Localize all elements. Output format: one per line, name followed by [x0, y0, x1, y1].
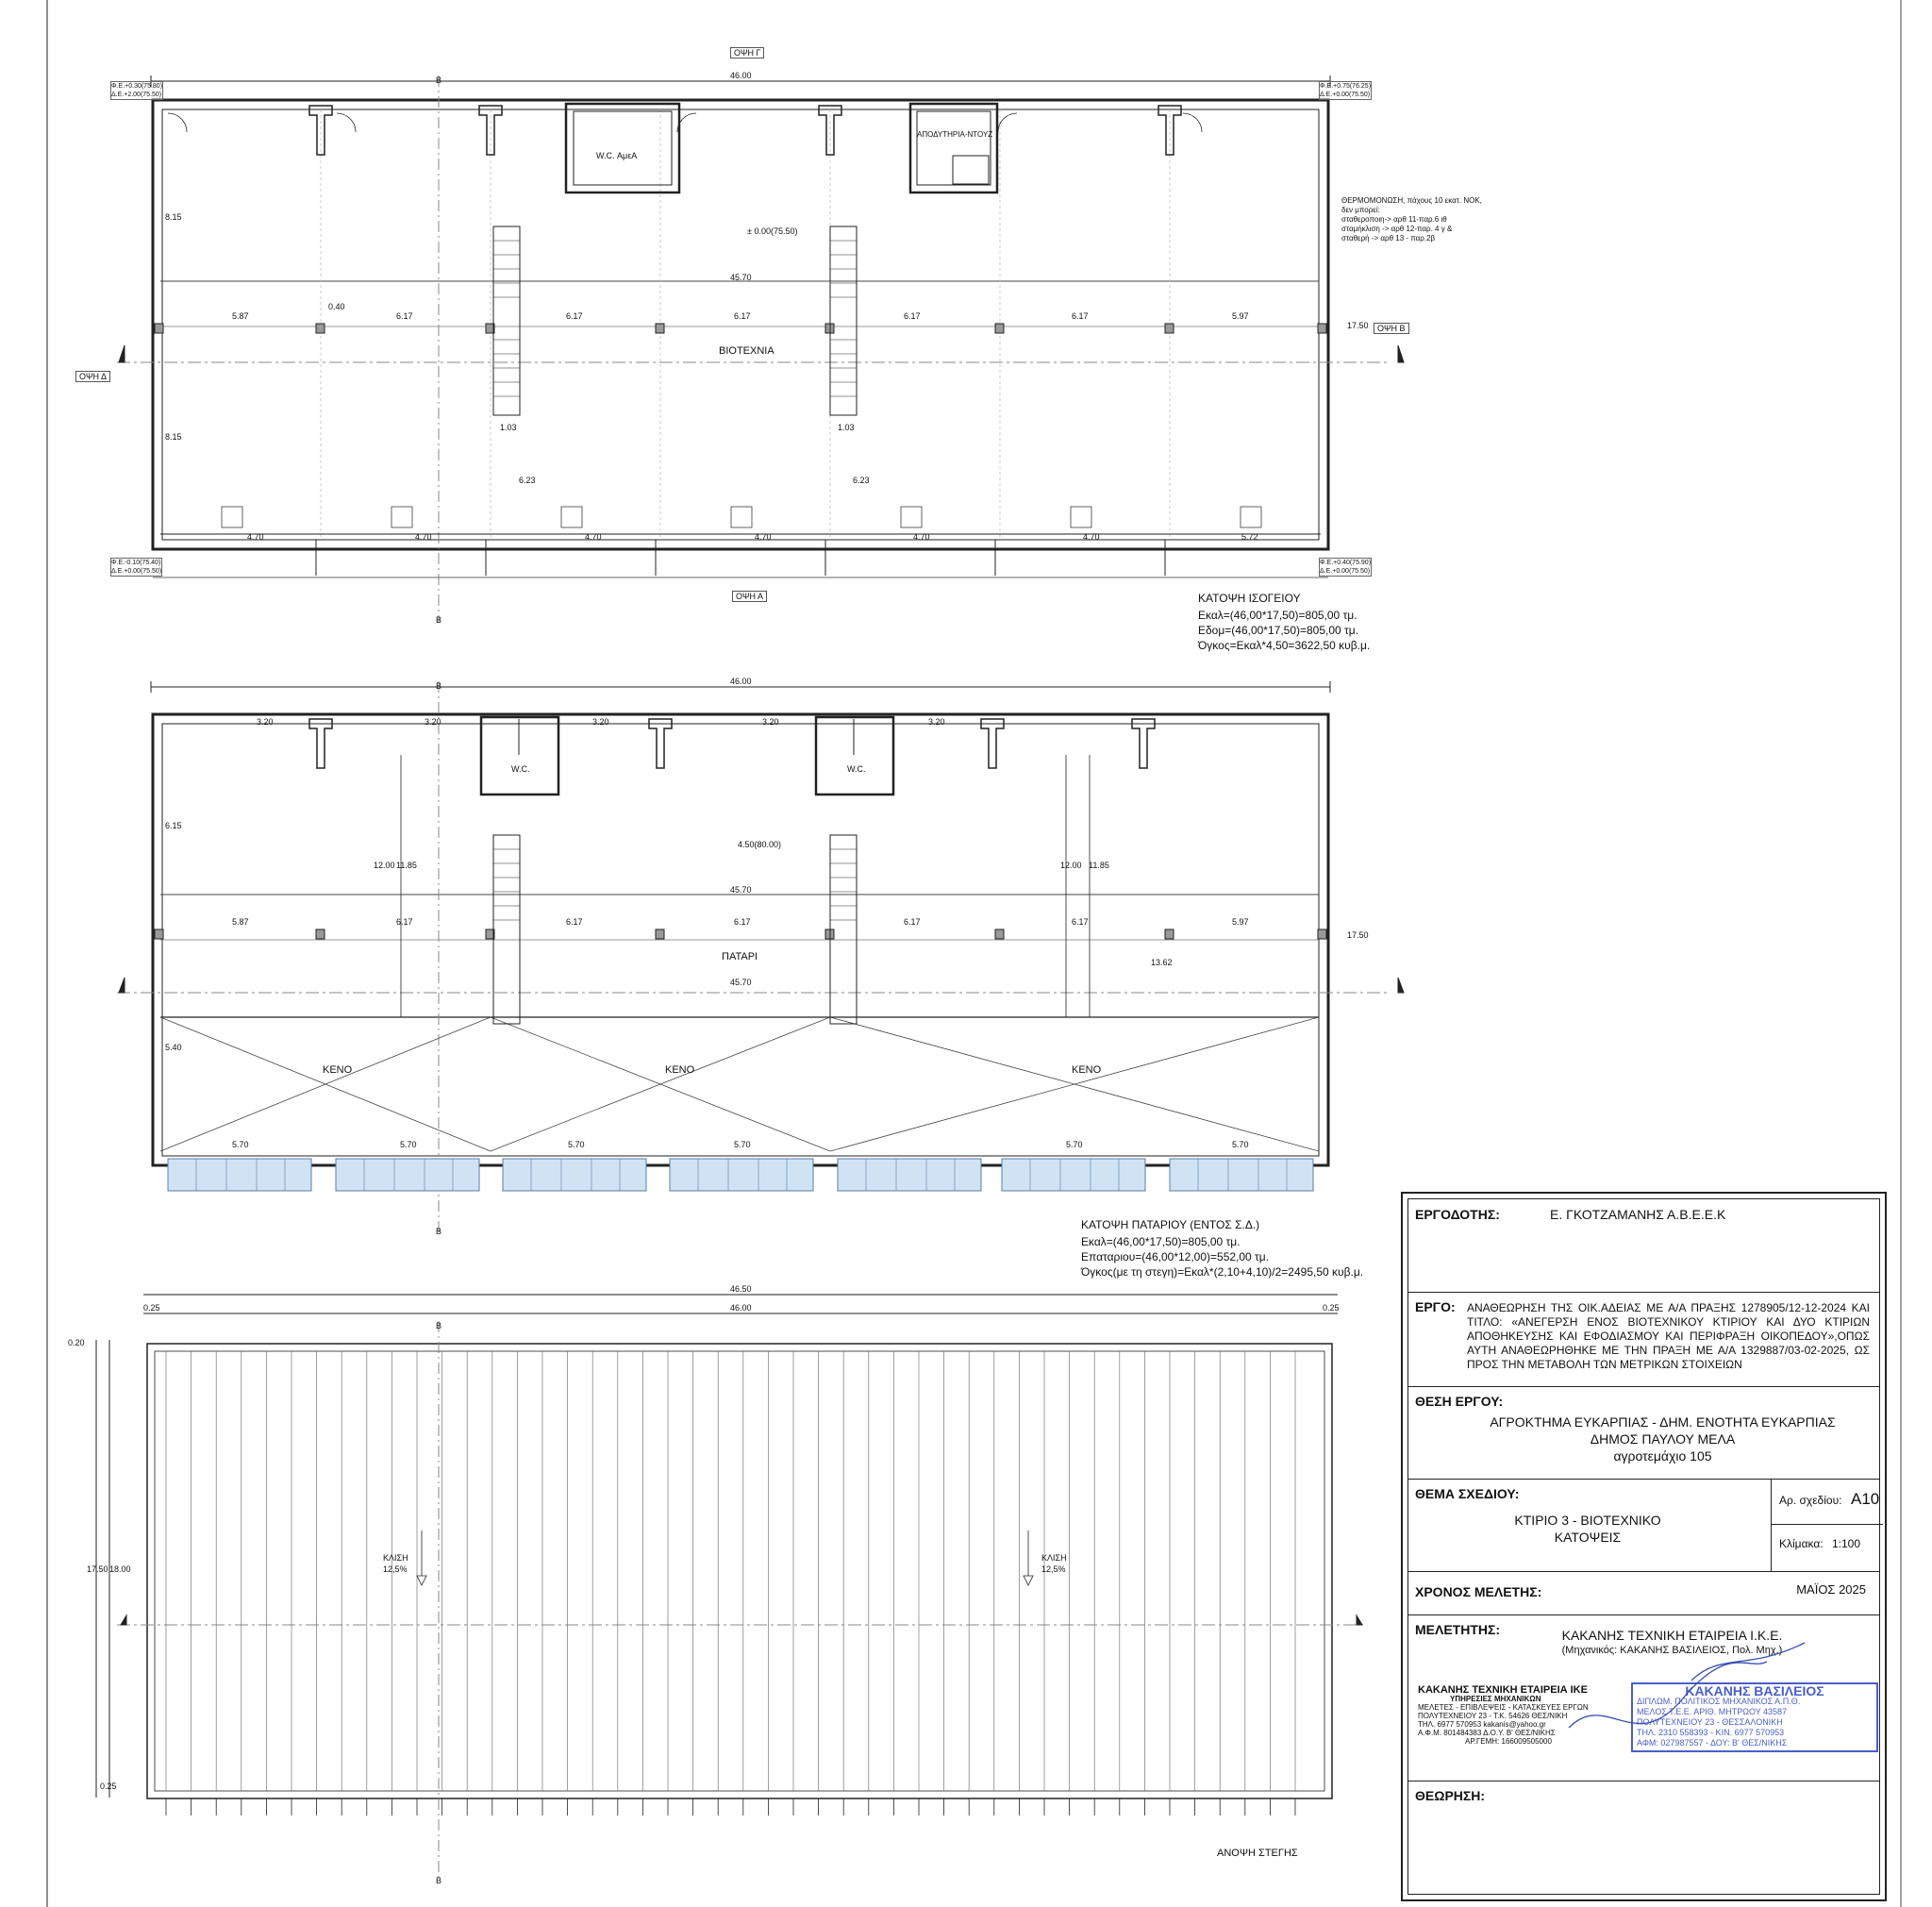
mezz-overall-width: 46.00 [730, 677, 752, 686]
location-label: ΘΕΣΗ ΕΡΓΟΥ: [1415, 1394, 1504, 1409]
half-depth-top-dim: 8.15 [165, 212, 182, 222]
room-label-mezzanine: ΠΑΤΑΡΙ [722, 951, 758, 962]
bay-dim-3: 6.17 [566, 311, 583, 321]
glazing-strips [168, 1159, 1313, 1191]
section-mark-3: B [436, 681, 442, 691]
location-line1: ΑΓΡΟΚΤΗΜΑ ΕΥΚΑΡΠΙΑΣ - ΔΗΜ. ΕΝΟΤΗΤΑ ΕΥΚΑΡΠΙΑΣ [1490, 1414, 1836, 1430]
insulation-note: ΘΕΡΜΟΜΟΝΩΣΗ, πάχους 10 εκατ. ΝΟΚ, δεν μπορεί: σταθεροποιη-> αρθ 11-παρ.6 ιθ σταμήκλιση -> αρθ 12-παρ. 4 γ & σταθερή -> αρθ 13 - παρ.2β [1341, 196, 1482, 243]
slope-label-right: ΚΛΙΣΗ [1041, 1553, 1067, 1563]
view-marker-north: ΟΨΗ Γ [730, 47, 764, 59]
mezz-topwin-4: 3.20 [762, 717, 779, 727]
view-marker-east: ΟΨΗ Β [1374, 323, 1409, 334]
bay-dim-4: 6.17 [734, 311, 751, 321]
mezz-top-height: 6.15 [165, 821, 182, 830]
void-label-2: ΚΕΝΟ [665, 1064, 695, 1076]
mezz-level-mark: 4.50(80.00) [738, 840, 782, 849]
drawing-no-value: Α10 [1851, 1490, 1880, 1508]
subject-label: ΘΕΜΑ ΣΧΕΔΙΟΥ: [1415, 1486, 1520, 1501]
mezz-plan-title: ΚΑΤΟΨΗ ΠΑΤΑΡΙΟΥ (ΕΝΤΟΣ Σ.Δ.) [1081, 1218, 1260, 1231]
scale-label: Κλίμακα: [1779, 1537, 1824, 1550]
window-dim-6: 4.70 [1083, 532, 1100, 542]
roof-bottom-margin: 0.25 [100, 1782, 117, 1791]
window-dim-5: 4.70 [913, 532, 930, 542]
view-marker-west: ΟΨΗ Δ [75, 371, 110, 382]
mezz-depth-dim: 17.50 [1347, 930, 1369, 940]
slope-value-left: 12,5% [383, 1564, 408, 1574]
roof-depth-dim: 17.50 [87, 1564, 108, 1574]
subject-line2: ΚΑΤΟΨΕΙΣ [1554, 1530, 1622, 1545]
bay-dim-2: 6.17 [396, 311, 413, 321]
mezz-depth-label-r: 12.00 [1060, 861, 1082, 870]
project-label: ΕΡΓΟ: [1415, 1299, 1456, 1314]
height-dim-left: 6.23 [519, 476, 536, 485]
mezz-depth-label: 12.00 [374, 861, 395, 870]
section-mark-5: B [436, 1321, 442, 1330]
title-block [1401, 1192, 1887, 1901]
engineer-stamp: ΚΑΚΑΝΗΣ ΒΑΣΙΛΕΙΟΣ ΔΙΠΛΩΜ. ΠΟΛΙΤΙΚΟΣ ΜΗΧΑΝΙΚΟΣ Α.Π.Θ. ΜΕΛΟΣ Τ.Ε.Ε. ΑΡΙΘ. ΜΗΤΡΩΟΥ 43587 ΠΟΛΥΤΕΧΝΕΙΟΥ 23 - ΘΕΣΣΑΛΟΝΙΚΗ ΤΗΛ. 2310 558393 - ΚΙΝ. 6977 570953 ΑΦΜ: 027987557 - ΔΟΥ: Β' ΘΕΣ/ΝΙΚΗΣ [1631, 1682, 1878, 1752]
mezz-plan-volume: Όγκος(με τη στεγη)=Εκαλ*(2,10+4,10)/2=2495,50 κυβ.μ. [1081, 1265, 1364, 1279]
mezz-win-4: 5.70 [734, 1140, 751, 1149]
drawing-number-cell [1771, 1479, 1883, 1571]
mezz-topwin-1: 3.20 [257, 717, 274, 727]
void-depth-dim: 5.40 [165, 1043, 182, 1052]
height-dim-right: 6.23 [853, 476, 870, 485]
ground-plan-volume: Όγκος=Εκαλ*4,50=3622,50 κυβ.μ. [1198, 639, 1371, 652]
bay-dim-1: 5.87 [232, 311, 249, 321]
slope-label-left: ΚΛΙΣΗ [383, 1553, 408, 1563]
mezz-inner-width: 45.70 [730, 885, 752, 895]
mezz-bay-1: 5.87 [232, 917, 249, 927]
level-mark: ± 0.00(75.50) [747, 226, 798, 236]
scale-value: 1:100 [1832, 1537, 1861, 1550]
corner-level-tr: Φ.Ε.+0.75(76.25) Δ.Ε.+0.00(75.50) [1320, 83, 1372, 98]
roof-overall-dim: 46.50 [730, 1284, 752, 1294]
mezz-inner-width-2: 45.70 [730, 978, 752, 987]
room-label-workshop: ΒΙΟΤΕΧΝΙΑ [719, 345, 774, 357]
designer-value: ΚΑΚΑΝΗΣ ΤΕΧΝΙΚΗ ΕΤΑΙΡΕΙΑ Ι.Κ.Ε. [1561, 1628, 1783, 1643]
mezz-depth-label-r2: 11.85 [1089, 861, 1109, 870]
roof-plan-title: ΑΝΟΨΗ ΣΤΕΓΗΣ [1217, 1848, 1298, 1859]
mezz-win-3: 5.70 [568, 1140, 585, 1149]
void-label-1: ΚΕΝΟ [323, 1064, 353, 1076]
half-depth-bottom-dim: 8.15 [165, 432, 182, 442]
mezz-topwin-2: 3.20 [425, 717, 441, 727]
company-stamp: ΚΑΚΑΝΗΣ ΤΕΧΝΙΚΗ ΕΤΑΙΡΕΙΑ ΙΚΕ ΥΠΗΡΕΣΙΕΣ ΜΗΧΑΝΙΚΩΝ ΜΕΛΕΤΕΣ - ΕΠΙΒΛΕΨΕΙΣ - ΚΑΤΑΣΚΕΥΕΣ ΕΡΓΩΝ ΠΟΛΥΤΕΧΝΕΙΟΥ 23 - Τ.Κ. 54626 ΘΕΣ/ΝΙΚΗ ΤΗΛ. 6977 570953 kakanis@yahoo.gr Α.Φ.Μ. 801484383 Δ.Ο.Υ. Β' ΘΕΣ/ΝΙΚΗΣ ΑΡ.ΓΕΜΗ: 166009505000 [1418, 1684, 1589, 1746]
mezz-win-2: 5.70 [400, 1140, 417, 1149]
section-mark-1: B [436, 75, 442, 85]
corner-level-bl: Φ.Ε.-0.10(75.40) Δ.Ε.+0.00(75.50) [111, 560, 162, 575]
mezz-wc-label-1: W.C. [511, 764, 530, 774]
mezz-bay-2: 6.17 [396, 917, 413, 927]
bay-dim-7: 5.97 [1232, 311, 1249, 321]
corner-level-br: Φ.Ε.+0.40(75.90) Δ.Ε.+0.00(75.50) [1320, 560, 1372, 575]
stair-dim-right: 1.03 [838, 423, 855, 432]
depth-dim: 17.50 [1347, 321, 1369, 330]
roof-top-margin: 0.20 [68, 1338, 85, 1347]
designer-row [1408, 1614, 1879, 1782]
section-mark-4: B [436, 1227, 442, 1236]
signature [1408, 1614, 1882, 1781]
wc-label: W.C. ΑμεΑ [596, 151, 638, 160]
designer-label: ΜΕΛΕΤΗΤΗΣ: [1415, 1622, 1501, 1637]
mezz-win-1: 5.70 [232, 1140, 249, 1149]
engineer-value: (Μηχανικός: ΚΑΚΑΝΗΣ ΒΑΣΙΛΕΙΟΣ, Πολ. Μηχ.) [1561, 1645, 1783, 1656]
bay-dim-5: 6.17 [904, 311, 921, 321]
window-dim-7: 5.72 [1241, 532, 1258, 542]
mezz-bay-3: 6.17 [566, 917, 583, 927]
overall-width-dim: 46.00 [730, 71, 752, 80]
ground-plan-area1: Εκαλ=(46,00*17,50)=805,00 τμ. [1198, 609, 1357, 622]
location-line2: ΔΗΜΟΣ ΠΑΥΛΟΥ ΜΕΛΑ [1590, 1431, 1736, 1447]
location-row [1408, 1386, 1879, 1480]
ground-plan-title: ΚΑΤΟΨΗ ΙΣΟΓΕΙΟΥ [1198, 592, 1301, 605]
subject-line1: ΚΤΙΡΙΟ 3 - ΒΙΟΤΕΧΝΙΚΟ [1514, 1513, 1661, 1528]
ground-plan-area2: Εδομ=(46,00*17,50)=805,00 τμ. [1198, 624, 1359, 637]
roof-inner-dim: 46.00 [730, 1303, 752, 1313]
column-gap-dim: 0.40 [328, 302, 345, 311]
location-line3: αγροτεμάχιο 105 [1613, 1448, 1712, 1464]
bay-dim-6: 6.17 [1072, 311, 1089, 321]
mezz-topwin-3: 3.20 [592, 717, 609, 727]
mezz-bay-7: 5.97 [1232, 917, 1249, 927]
mezz-bay-4: 6.17 [734, 917, 751, 927]
window-dim-2: 4.70 [415, 532, 432, 542]
void-label-3: ΚΕΝΟ [1072, 1064, 1102, 1076]
roof-depth-dim-2: 18.00 [109, 1564, 131, 1574]
date-value: ΜΑΪΟΣ 2025 [1796, 1582, 1866, 1597]
window-dim-3: 4.70 [585, 532, 602, 542]
section-mark-2: B [436, 615, 442, 625]
corner-level-tl: Φ.Ε.+0.30(75.80) Δ.Ε.+2.00(75.50) [111, 83, 163, 98]
mezz-bay-6: 6.17 [1072, 917, 1089, 927]
roof-left-margin: 0.25 [143, 1303, 160, 1313]
project-row [1408, 1292, 1879, 1387]
subject-row [1408, 1479, 1879, 1572]
window-dim-1: 4.70 [247, 532, 264, 542]
mezz-wc-label-2: W.C. [847, 764, 866, 774]
review-row [1408, 1781, 1879, 1898]
section-mark-6: B [436, 1876, 442, 1885]
changing-room-label: ΑΠΟΔΥΤΗΡΙΑ-ΝΤΟΥΖ [917, 130, 993, 139]
inner-width-dim: 45.70 [730, 273, 752, 282]
view-marker-south: ΟΨΗ Α [732, 591, 767, 602]
roof-plan [96, 1295, 1364, 1878]
slope-value-right: 12,5% [1041, 1564, 1066, 1574]
window-dim-4: 4.70 [755, 532, 772, 542]
mezzanine-plan [117, 681, 1404, 1236]
stair-dim-left: 1.03 [500, 423, 517, 432]
owner-label: ΕΡΓΟΔΟΤΗΣ: [1415, 1207, 1500, 1222]
date-row [1408, 1571, 1879, 1615]
owner-row [1408, 1199, 1879, 1293]
mezz-win-6: 5.70 [1232, 1140, 1249, 1149]
mezz-topwin-5: 3.20 [928, 717, 945, 727]
mezz-win-5: 5.70 [1066, 1140, 1083, 1149]
date-label: ΧΡΟΝΟΣ ΜΕΛΕΤΗΣ: [1415, 1584, 1542, 1599]
span-dim: 13.62 [1151, 958, 1173, 967]
project-value: ΑΝΑΘΕΩΡΗΣΗ ΤΗΣ ΟΙΚ.ΑΔΕΙΑΣ ΜΕ Α/Α ΠΡΑΞΗΣ 1278905/12-12-2024 ΚΑΙ ΤΙΤΛΟ: «ΑΝΕΓΕΡΣΗ ΕΝΟΣ ΒΙΟΤΕΧΝΙΚΟΥ ΚΤΙΡΙΟΥ ΚΑΙ ΔΥΟ ΚΤΙΡΙΩΝ ΑΠΟΘΗΚΕΥΣΗΣ ΚΑΙ ΕΦΟΔΙΑΣΜΟΥ ΚΑΙ ΠΕΡΙΦΡΑΞΗ ΟΙΚΟΠΕΔΟΥ»,ΟΠΩΣ ΑΥΤΗ ΑΝΑΘΕΩΡΗΘΗΚΕ ΜΕ ΤΗΝ ΠΡΑΞΗ ΜΕ Α/Α 1329887/03-02-2025, ΩΣ ΠΡΟΣ ΤΗΝ ΜΕΤΑΒΟΛΗ ΤΩΝ ΜΕΤΡΙΚΩΝ ΣΤΟΙΧΕΙΩΝ [1467, 1301, 1870, 1371]
review-label: ΘΕΩΡΗΣΗ: [1415, 1788, 1486, 1803]
mezz-plan-area1: Εκαλ=(46,00*17,50)=805,00 τμ. [1081, 1235, 1241, 1248]
owner-value: Ε. ΓΚΟΤΖΑΜΑΝΗΣ Α.Β.Ε.Ε.Κ [1550, 1207, 1726, 1222]
mezz-depth-label-2: 11.85 [396, 861, 417, 870]
mezz-bay-5: 6.17 [904, 917, 921, 927]
mezz-plan-area2: Επαταριου=(46,00*12,00)=552,00 τμ. [1081, 1250, 1270, 1263]
roof-right-margin: 0.25 [1323, 1303, 1340, 1313]
drawing-no-label: Αρ. σχεδίου: [1779, 1494, 1842, 1507]
